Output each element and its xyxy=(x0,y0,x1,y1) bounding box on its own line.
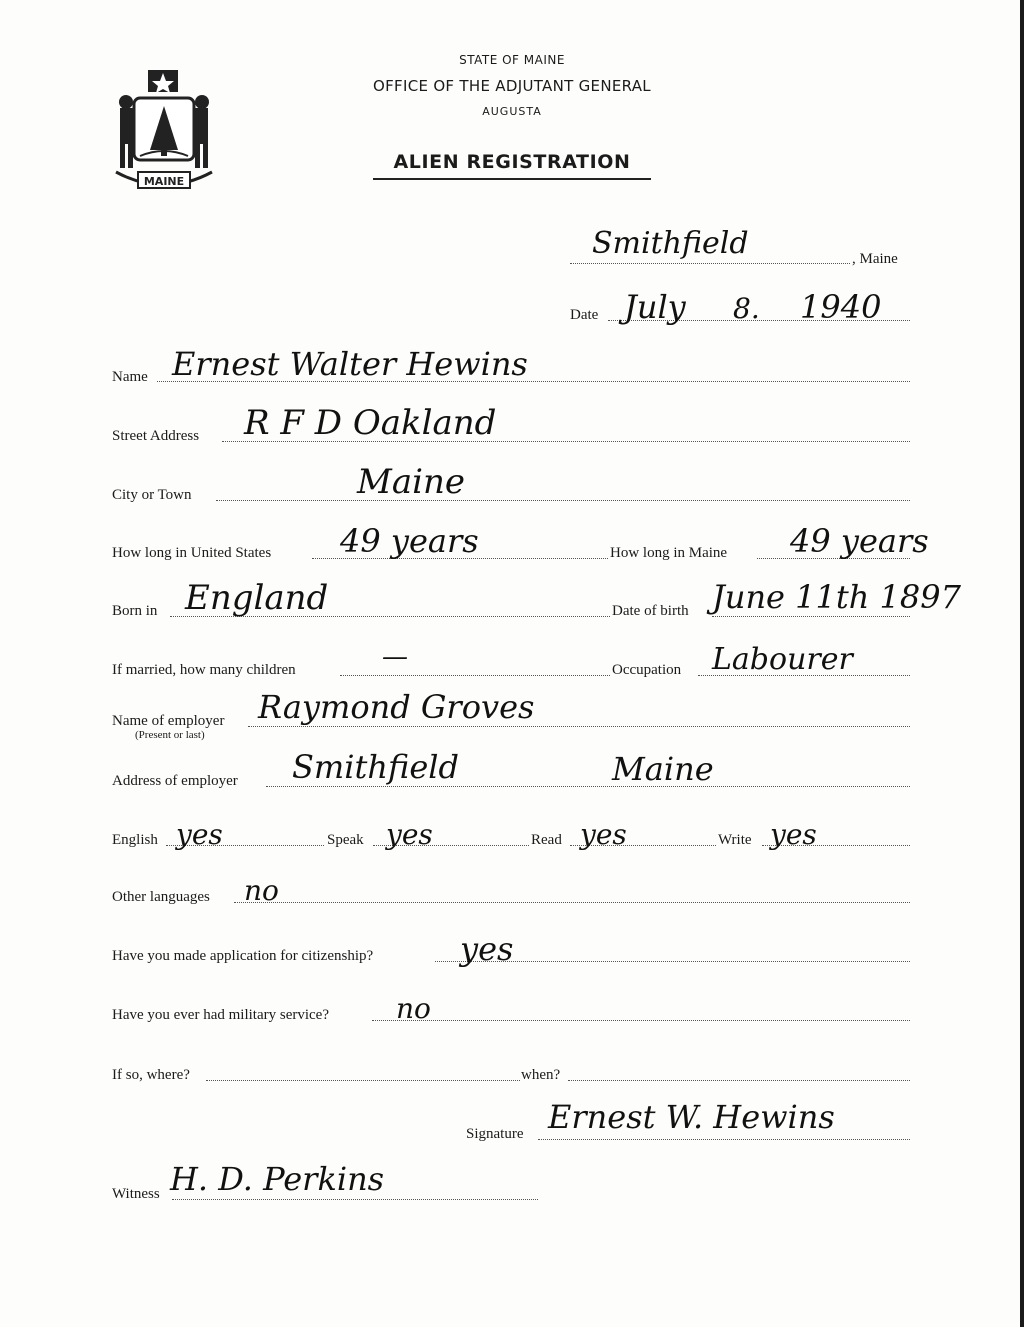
children-line xyxy=(340,675,610,676)
scan-edge xyxy=(1020,0,1024,1327)
signature-line xyxy=(538,1139,910,1140)
when-label: when? xyxy=(521,1067,561,1083)
military-entry: no xyxy=(396,992,431,1025)
witness-entry: H. D. Perkins xyxy=(170,1160,385,1198)
name-label: Name xyxy=(112,369,148,385)
other-lang-line xyxy=(234,902,910,903)
title-underline xyxy=(373,178,651,180)
where-label: If so, where? xyxy=(112,1067,190,1083)
name-entry: Ernest Walter Hewins xyxy=(172,345,528,383)
military-label: Have you ever had military service? xyxy=(112,1007,329,1023)
dob-entry: June 11th 1897 xyxy=(712,578,961,616)
write-entry: yes xyxy=(770,818,817,851)
dob-label: Date of birth xyxy=(612,603,689,619)
street-entry: R F D Oakland xyxy=(244,403,497,443)
speak-entry: yes xyxy=(386,818,433,851)
city-entry: Maine xyxy=(357,462,465,502)
street-label: Street Address xyxy=(112,428,200,444)
when-line xyxy=(568,1080,910,1081)
date-month-entry: July xyxy=(624,288,686,326)
maine-label: How long in Maine xyxy=(610,545,728,561)
employer-addr-label: Address of employer xyxy=(112,773,238,789)
witness-label: Witness xyxy=(112,1186,160,1202)
occupation-label: Occupation xyxy=(612,662,682,678)
date-day-entry: 8. xyxy=(733,292,760,325)
employer-addr-line xyxy=(266,786,910,787)
seal-motto: MAINE xyxy=(143,175,185,188)
date-year-entry: 1940 xyxy=(800,288,882,326)
children-label: If married, how many children xyxy=(112,662,296,678)
date-label: Date xyxy=(570,307,599,323)
dob-line xyxy=(712,616,910,617)
read-label: Read xyxy=(531,832,562,848)
employer-addr-entry-2: Maine xyxy=(612,750,714,788)
english-entry: yes xyxy=(176,818,223,851)
born-label: Born in xyxy=(112,603,158,619)
employer-label: Name of employer xyxy=(112,713,225,729)
children-entry: — xyxy=(382,642,408,672)
other-lang-entry: no xyxy=(244,874,279,907)
occupation-entry: Labourer xyxy=(712,642,853,677)
employer-entry: Raymond Groves xyxy=(258,688,535,726)
place-entry: Smithfield xyxy=(592,226,749,261)
signature-label: Signature xyxy=(466,1126,524,1142)
employer-line xyxy=(248,726,910,727)
place-suffix: , Maine xyxy=(852,251,898,267)
header-office: OFFICE OF THE ADJUTANT GENERAL xyxy=(373,77,651,95)
maine-entry: 49 years xyxy=(790,522,929,560)
write-label: Write xyxy=(718,832,752,848)
where-line xyxy=(206,1080,520,1081)
header-state: STATE OF MAINE xyxy=(459,53,565,67)
born-entry: England xyxy=(185,578,329,618)
citizenship-entry: yes xyxy=(460,930,514,968)
signature-entry: Ernest W. Hewins xyxy=(548,1098,835,1136)
form-title: ALIEN REGISTRATION xyxy=(393,151,631,173)
employer-note: (Present or last) xyxy=(135,729,205,741)
citizenship-label: Have you made application for citizenship? xyxy=(112,948,374,964)
military-line xyxy=(372,1020,910,1021)
us-entry: 49 years xyxy=(340,522,479,560)
city-line xyxy=(216,500,910,501)
english-label: English xyxy=(112,832,158,848)
other-lang-label: Other languages xyxy=(112,889,210,905)
header-city: AUGUSTA xyxy=(482,105,542,118)
employer-addr-entry-1: Smithfield xyxy=(292,748,459,786)
speak-label: Speak xyxy=(327,832,364,848)
us-label: How long in United States xyxy=(112,545,272,561)
read-entry: yes xyxy=(580,818,627,851)
place-line xyxy=(570,263,850,264)
city-label: City or Town xyxy=(112,487,192,503)
witness-line xyxy=(172,1199,538,1200)
